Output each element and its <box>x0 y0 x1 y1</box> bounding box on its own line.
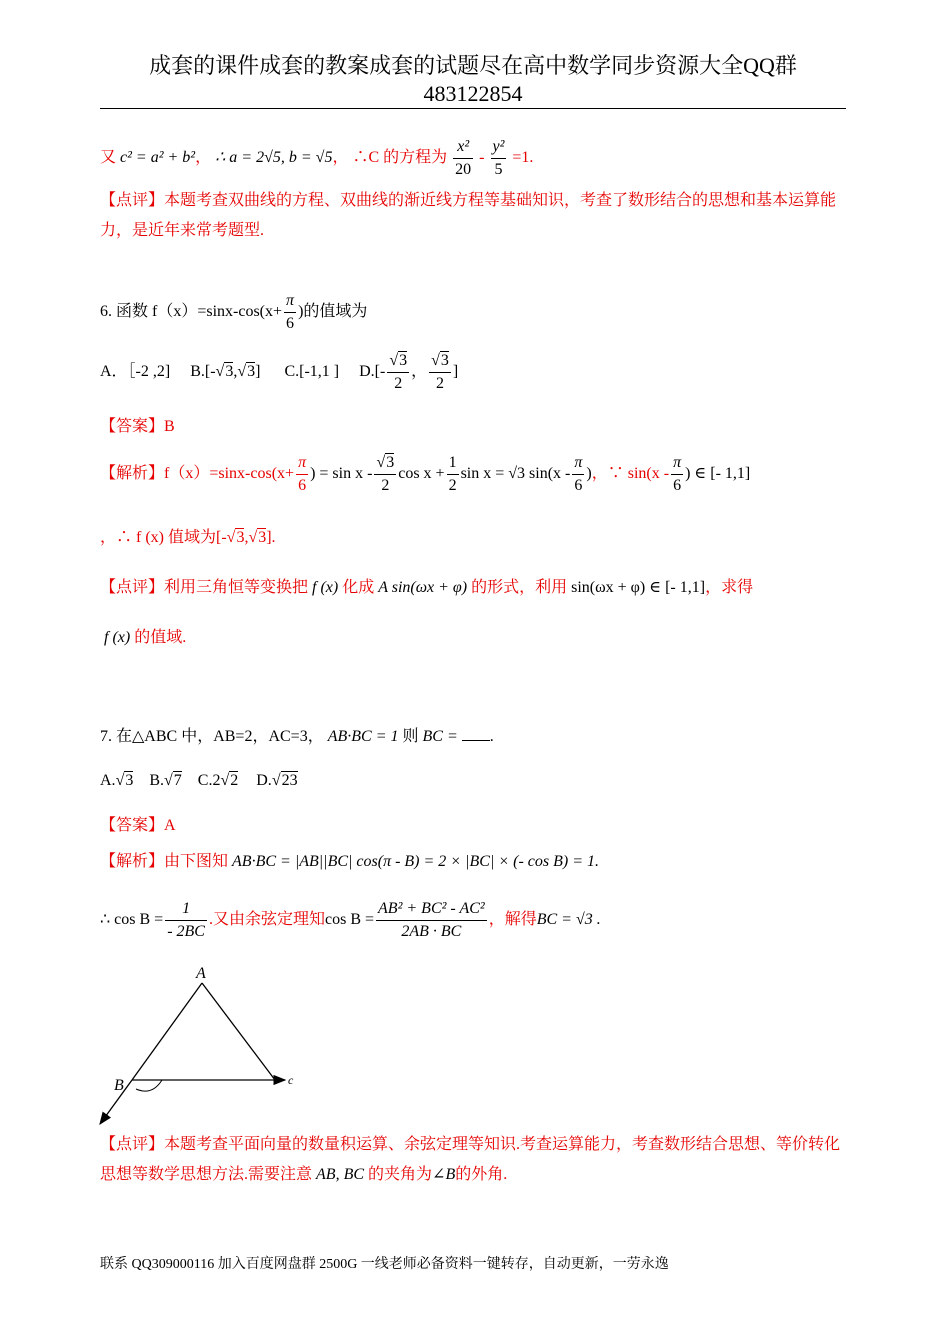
q6-sol-line2-sqrt2: √3 <box>248 529 267 546</box>
prev-prefix: 又 <box>100 149 117 167</box>
prev-sep2: ， <box>332 149 349 167</box>
q6-b-sep: , <box>233 363 238 381</box>
q6-option-b-sqrt: √3 <box>215 363 234 381</box>
side-ab <box>132 983 202 1080</box>
prev-eq1: c² = a² + b² <box>120 149 196 167</box>
q7-stem-b: 则 <box>402 728 419 745</box>
q7-comment-vec: AB, BC <box>316 1166 365 1183</box>
q6-sol2-sep: , <box>244 529 249 546</box>
q6-d-frac1: $\frac{√3}{2}$ <box>387 350 409 395</box>
q6-d-den1: 2 <box>394 375 403 392</box>
q6-comment-e: 的值域. <box>134 629 187 646</box>
q6-comment-fx: f (x) <box>312 579 339 596</box>
q6-six: 6 <box>286 315 295 332</box>
q7-sol2-b: .又由余弦定理知 <box>208 911 325 929</box>
q6-option-a: A．［-2 ,2] <box>100 363 171 381</box>
q7-option-b: B. <box>149 772 165 789</box>
q6-option-d-start: D.[- <box>359 363 386 381</box>
q7-bc-eq: BC = <box>422 728 458 745</box>
q7-answer-tag: 【答案】 <box>100 817 165 834</box>
q7-comment-b: 的夹角为 <box>368 1166 433 1183</box>
q6-sol-frac3 <box>447 452 459 497</box>
q6-sol2-rad2: 3 <box>258 529 267 546</box>
header-line-2: 483122854 <box>423 81 523 106</box>
q6-d-sep: ， <box>411 363 428 381</box>
q7-stem <box>100 723 494 746</box>
prev-therefore1: ∴ a = 2√5, b = √5 <box>215 149 333 167</box>
q7-d-rad: 23 <box>281 772 298 789</box>
q7-sol2-den: - 2BC <box>167 923 205 940</box>
q6-sol-a: f（x）=sinx-cos(x+ <box>164 465 295 483</box>
q6-options <box>100 350 458 395</box>
prev-solution-line <box>100 136 533 181</box>
q6-answer-value: B <box>164 418 175 435</box>
q6-sol-b: ) = sin x - <box>310 465 373 483</box>
q6-sol-d: sin x = √3 sin(x - <box>460 465 571 483</box>
q6-sol-frac5 <box>671 452 683 497</box>
triangle-figure <box>90 958 320 1138</box>
q6-sol-tag: 【解析】 <box>100 465 165 483</box>
side-ac <box>202 983 275 1080</box>
q6-sol-frac1 <box>296 452 308 497</box>
label-c: c <box>288 1073 294 1087</box>
prev-equals-one: =1. <box>512 149 534 167</box>
q6-d-rad2: 3 <box>440 352 449 369</box>
q6-option-b-end: ] <box>255 363 261 381</box>
q7-sol-b: AB·BC = |AB||BC| cos(π - B) = 2 × |BC| × (- cos B) = 1. <box>232 853 600 870</box>
q6-stem <box>100 290 367 335</box>
q6-sol-e: ) <box>586 465 592 483</box>
q7-comment-a: 本题考查平面向量的数量积运算、余弦定理等知识.考查运算能力，考查数形结合思想、等价转化思想等数学思想方法.需要注意 <box>100 1136 841 1183</box>
q6-d-frac2: $\frac{√3}{2}$ <box>429 350 451 395</box>
q7-answer-value: A <box>164 817 176 834</box>
q7-option-d: D. <box>256 772 272 789</box>
q6-option-b-sqrt2: √3 <box>237 363 256 381</box>
q6-comment-d: ，求得 <box>705 579 754 596</box>
q6-solution <box>100 452 750 497</box>
q7-sol2-a: ∴ cos B = <box>100 911 164 929</box>
q6-solution-line2 <box>100 524 276 547</box>
angle-b-arc <box>136 1080 162 1091</box>
q7-comment <box>100 1130 846 1190</box>
frac1-den: 20 <box>455 161 472 178</box>
q7-a-rad: 3 <box>125 772 134 789</box>
q6-comment-a: 利用三角恒等变换把 <box>164 579 309 596</box>
q6-d-den2: 2 <box>436 375 444 392</box>
q6-comment-fx2: f (x) <box>104 629 131 646</box>
q7-b-rad: 7 <box>173 772 182 789</box>
q6-sol-den2: 2 <box>381 477 390 494</box>
q6-sol-c: cos x + <box>398 465 445 483</box>
frac1-num: x² <box>453 136 473 159</box>
q7-sol2-num2: AB² + BC² - AC² <box>376 898 487 921</box>
q6-comment-tag: 【点评】 <box>100 579 165 596</box>
q7-stem-a: 7. 在△ABC 中，AB=2，AC=3， <box>100 728 324 745</box>
q7-option-c-sqrt: √2 <box>220 772 239 789</box>
prev-comment-text: 本题考查双曲线的方程、双曲线的渐近线方程等基础知识，考查了数形结合的思想和基本运算能力，是近年来常考题型. <box>100 192 837 239</box>
q6-sol-g: ) ∈ [- 1,1] <box>685 465 751 483</box>
q7-comment-tag: 【点评】 <box>100 1136 165 1153</box>
q6-sol-one: 1 <box>447 452 459 475</box>
q6-d-rad1: 3 <box>399 352 408 369</box>
q6-option-d-end: ] <box>452 363 459 381</box>
header <box>100 52 846 108</box>
prev-therefore2: ∴C 的方程为 <box>352 149 448 167</box>
prev-frac1 <box>453 136 473 181</box>
q6-sol-line2a: ，∴ f (x) 值域为[- <box>100 529 227 546</box>
q7-option-a: A. <box>100 772 116 789</box>
q7-dot-product: AB·BC = 1 <box>327 728 399 745</box>
q7-sol-a: 由下图知 <box>164 853 229 870</box>
q7-sol2-num: 1 <box>165 898 207 921</box>
q6-stem-b: )的值域为 <box>298 303 368 321</box>
q6-sol-line2b: ]. <box>266 529 276 546</box>
q7-sol2-e: BC = √3 . <box>536 911 601 929</box>
q7-sol2-c: cos B = <box>325 911 375 929</box>
footer: 联系 QQ309000116 加入百度网盘群 2500G 一线老师必备资料一键转存，自动更新，一劳永逸 <box>100 1257 669 1272</box>
prev-frac2 <box>491 136 507 181</box>
q7-options <box>100 772 298 790</box>
q6-comment-b: 化成 <box>342 579 375 596</box>
q6-sol-pi1: π <box>296 452 308 475</box>
q6-b-rad1: 3 <box>225 363 234 381</box>
q6-sol-pi3: π <box>671 452 683 475</box>
q6-option-b-start: B.[- <box>190 363 216 381</box>
frac2-den: 5 <box>494 161 503 178</box>
q6-stem-frac <box>284 290 296 335</box>
q6-comment-form: A sin(ωx + φ) <box>378 579 468 596</box>
q6-sol-six1: 6 <box>298 477 307 494</box>
q6-pi: π <box>284 290 296 313</box>
q6-sol-line2-sqrt1: √3 <box>226 529 245 546</box>
q6-sol-frac4 <box>572 452 584 497</box>
q7-solution-line2 <box>100 898 601 943</box>
q6-answer <box>100 413 175 436</box>
q6-option-c: C.[-1,1 ] <box>284 363 340 381</box>
q6-sol2-rad1: 3 <box>236 529 245 546</box>
label-b: B <box>114 1077 124 1094</box>
q6-sol-rad: 3 <box>386 454 395 471</box>
q6-sol-six2: 6 <box>574 477 583 494</box>
q7-stem-c: . <box>489 728 494 745</box>
q6-answer-tag: 【答案】 <box>100 418 165 435</box>
q7-comment-angle: ∠B <box>432 1166 456 1183</box>
prev-comment-tag: 【点评】 <box>100 192 165 209</box>
q7-option-a-sqrt: √3 <box>115 772 134 789</box>
q6-sol-pi2: π <box>572 452 584 475</box>
prev-minus: - <box>479 149 485 167</box>
q6-stem-a: 6. 函数 f（x）=sinx-cos(x+ <box>100 303 283 321</box>
prev-comment <box>100 186 846 246</box>
q7-option-c: C. <box>197 772 213 789</box>
q7-solution <box>100 848 599 871</box>
q7-sol2-frac1 <box>165 898 207 943</box>
q7-blank <box>462 740 490 741</box>
q7-sol2-frac2 <box>376 898 487 943</box>
q6-sol-frac2: $\frac{√3}{2}$ <box>374 452 396 497</box>
q6-comment-range: sin(ωx + φ) ∈ [- 1,1] <box>571 579 706 596</box>
q7-c-coef: 2 <box>212 772 221 789</box>
q6-sol-f: ，∵ sin(x - <box>591 465 670 483</box>
header-rule <box>100 108 846 109</box>
q7-sol2-den2: 2AB · BC <box>401 923 462 940</box>
q7-option-b-sqrt: √7 <box>164 772 182 789</box>
q7-comment-c: 的外角. <box>455 1166 508 1183</box>
q6-comment <box>100 574 753 597</box>
q6-comment-line2 <box>104 624 186 647</box>
prev-sep1: ， <box>195 149 212 167</box>
frac2-num: y² <box>491 136 507 159</box>
q7-sol2-d: ，解得 <box>488 911 537 929</box>
q7-c-rad: 2 <box>230 772 239 789</box>
q7-sol-tag: 【解析】 <box>100 853 165 870</box>
label-a: A <box>196 965 206 982</box>
header-line-1: 成套的课件成套的教案成套的试题尽在高中数学同步资源大全QQ群 <box>149 53 797 78</box>
q7-answer <box>100 812 176 835</box>
q6-sol-six3: 6 <box>673 477 682 494</box>
q6-comment-c: 的形式，利用 <box>471 579 568 596</box>
q7-option-d-sqrt: √23 <box>271 772 298 789</box>
q6-b-rad2: 3 <box>247 363 256 381</box>
q6-sol-den3: 2 <box>448 477 457 494</box>
